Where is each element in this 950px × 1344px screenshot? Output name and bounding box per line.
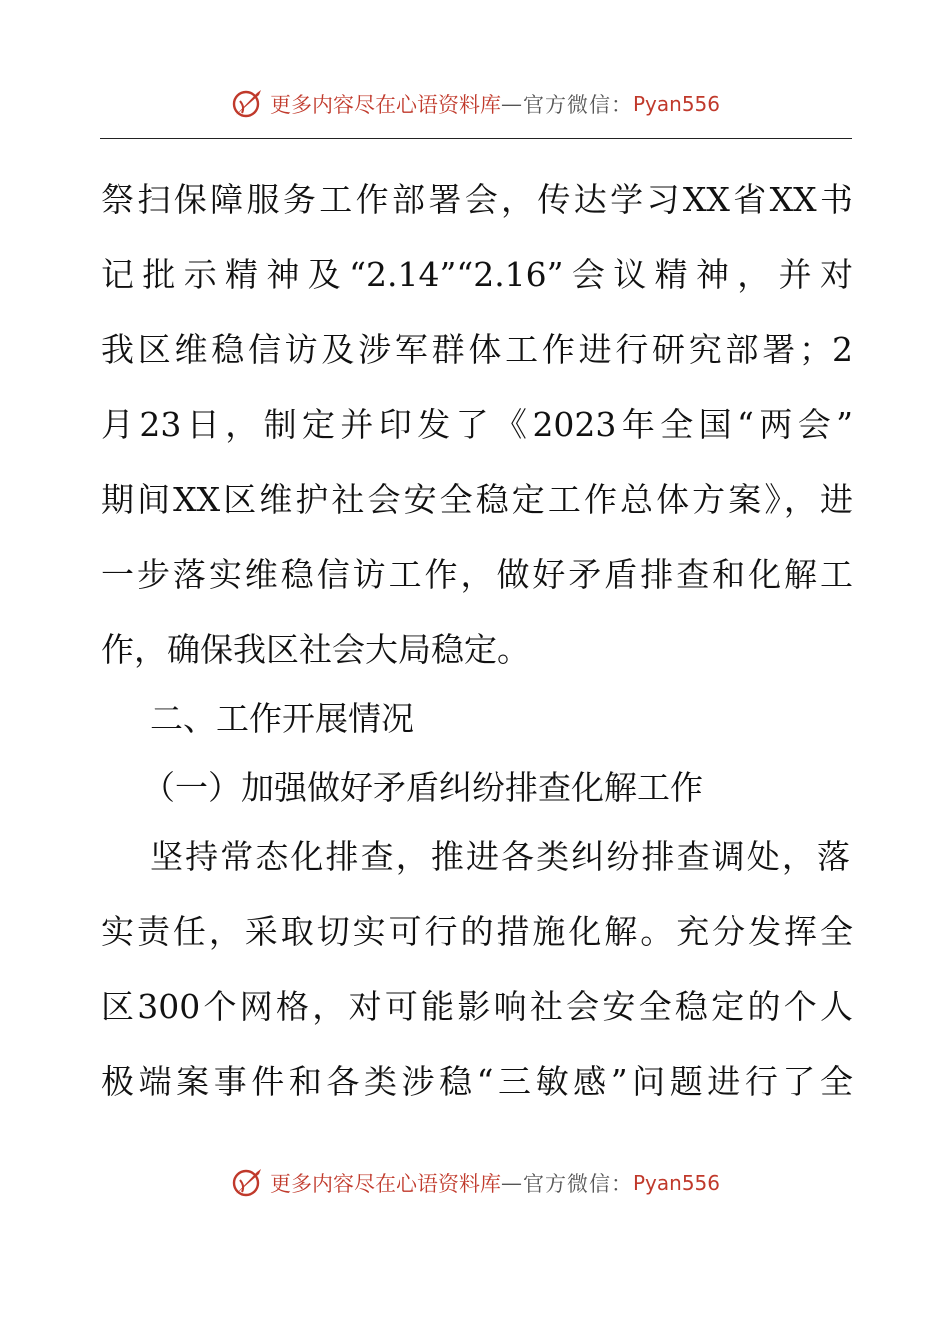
text-line: 记批示精神及“2.14”“2.16”会议精神，并对 <box>101 255 853 294</box>
text-line: 月23日，制定并印发了《2023年全国“两会” <box>101 405 853 444</box>
header-watermark <box>0 84 950 124</box>
footer-watermark <box>0 1163 950 1203</box>
watermark-brand: 更多内容尽在心语资料库 <box>269 1172 501 1196</box>
text-line: 一步落实维稳信访工作，做好矛盾排查和化解工 <box>101 555 853 594</box>
text-line: 区300个网格，对可能影响社会安全稳定的个人 <box>101 987 853 1026</box>
subsection-heading: （一）加强做好矛盾纠纷排查化解工作 <box>142 768 703 807</box>
header-divider <box>100 138 852 139</box>
section-heading: 二、工作开展情况 <box>150 699 414 738</box>
text-line: 实责任，采取切实可行的措施化解。充分发挥全 <box>101 912 853 951</box>
watermark-dash: — <box>500 1171 523 1195</box>
watermark-wechat-id: Pyan556 <box>632 1171 720 1195</box>
text-line: 期间XX区维护社会安全稳定工作总体方案》，进 <box>101 480 853 519</box>
watermark-wechat-label: 官方微信： <box>522 1172 633 1196</box>
quill-pen-logo-icon <box>230 87 264 121</box>
text-line: 坚持常态化排查，推进各类纠纷排查调处，落 <box>150 837 850 876</box>
watermark-wechat-label: 官方微信： <box>522 93 633 117</box>
text-line: 我区维稳信访及涉军群体工作进行研究部署；2 <box>101 330 853 369</box>
text-line: 祭扫保障服务工作部署会，传达学习XX省XX书 <box>101 180 853 219</box>
text-line: 极端案事件和各类涉稳“三敏感”问题进行了全 <box>101 1062 853 1101</box>
text-line: 作，确保我区社会大局稳定。 <box>101 630 530 669</box>
watermark-dash: — <box>500 92 523 116</box>
watermark-wechat-id: Pyan556 <box>632 92 720 116</box>
quill-pen-logo-icon <box>230 1166 264 1200</box>
watermark-brand: 更多内容尽在心语资料库 <box>269 93 501 117</box>
